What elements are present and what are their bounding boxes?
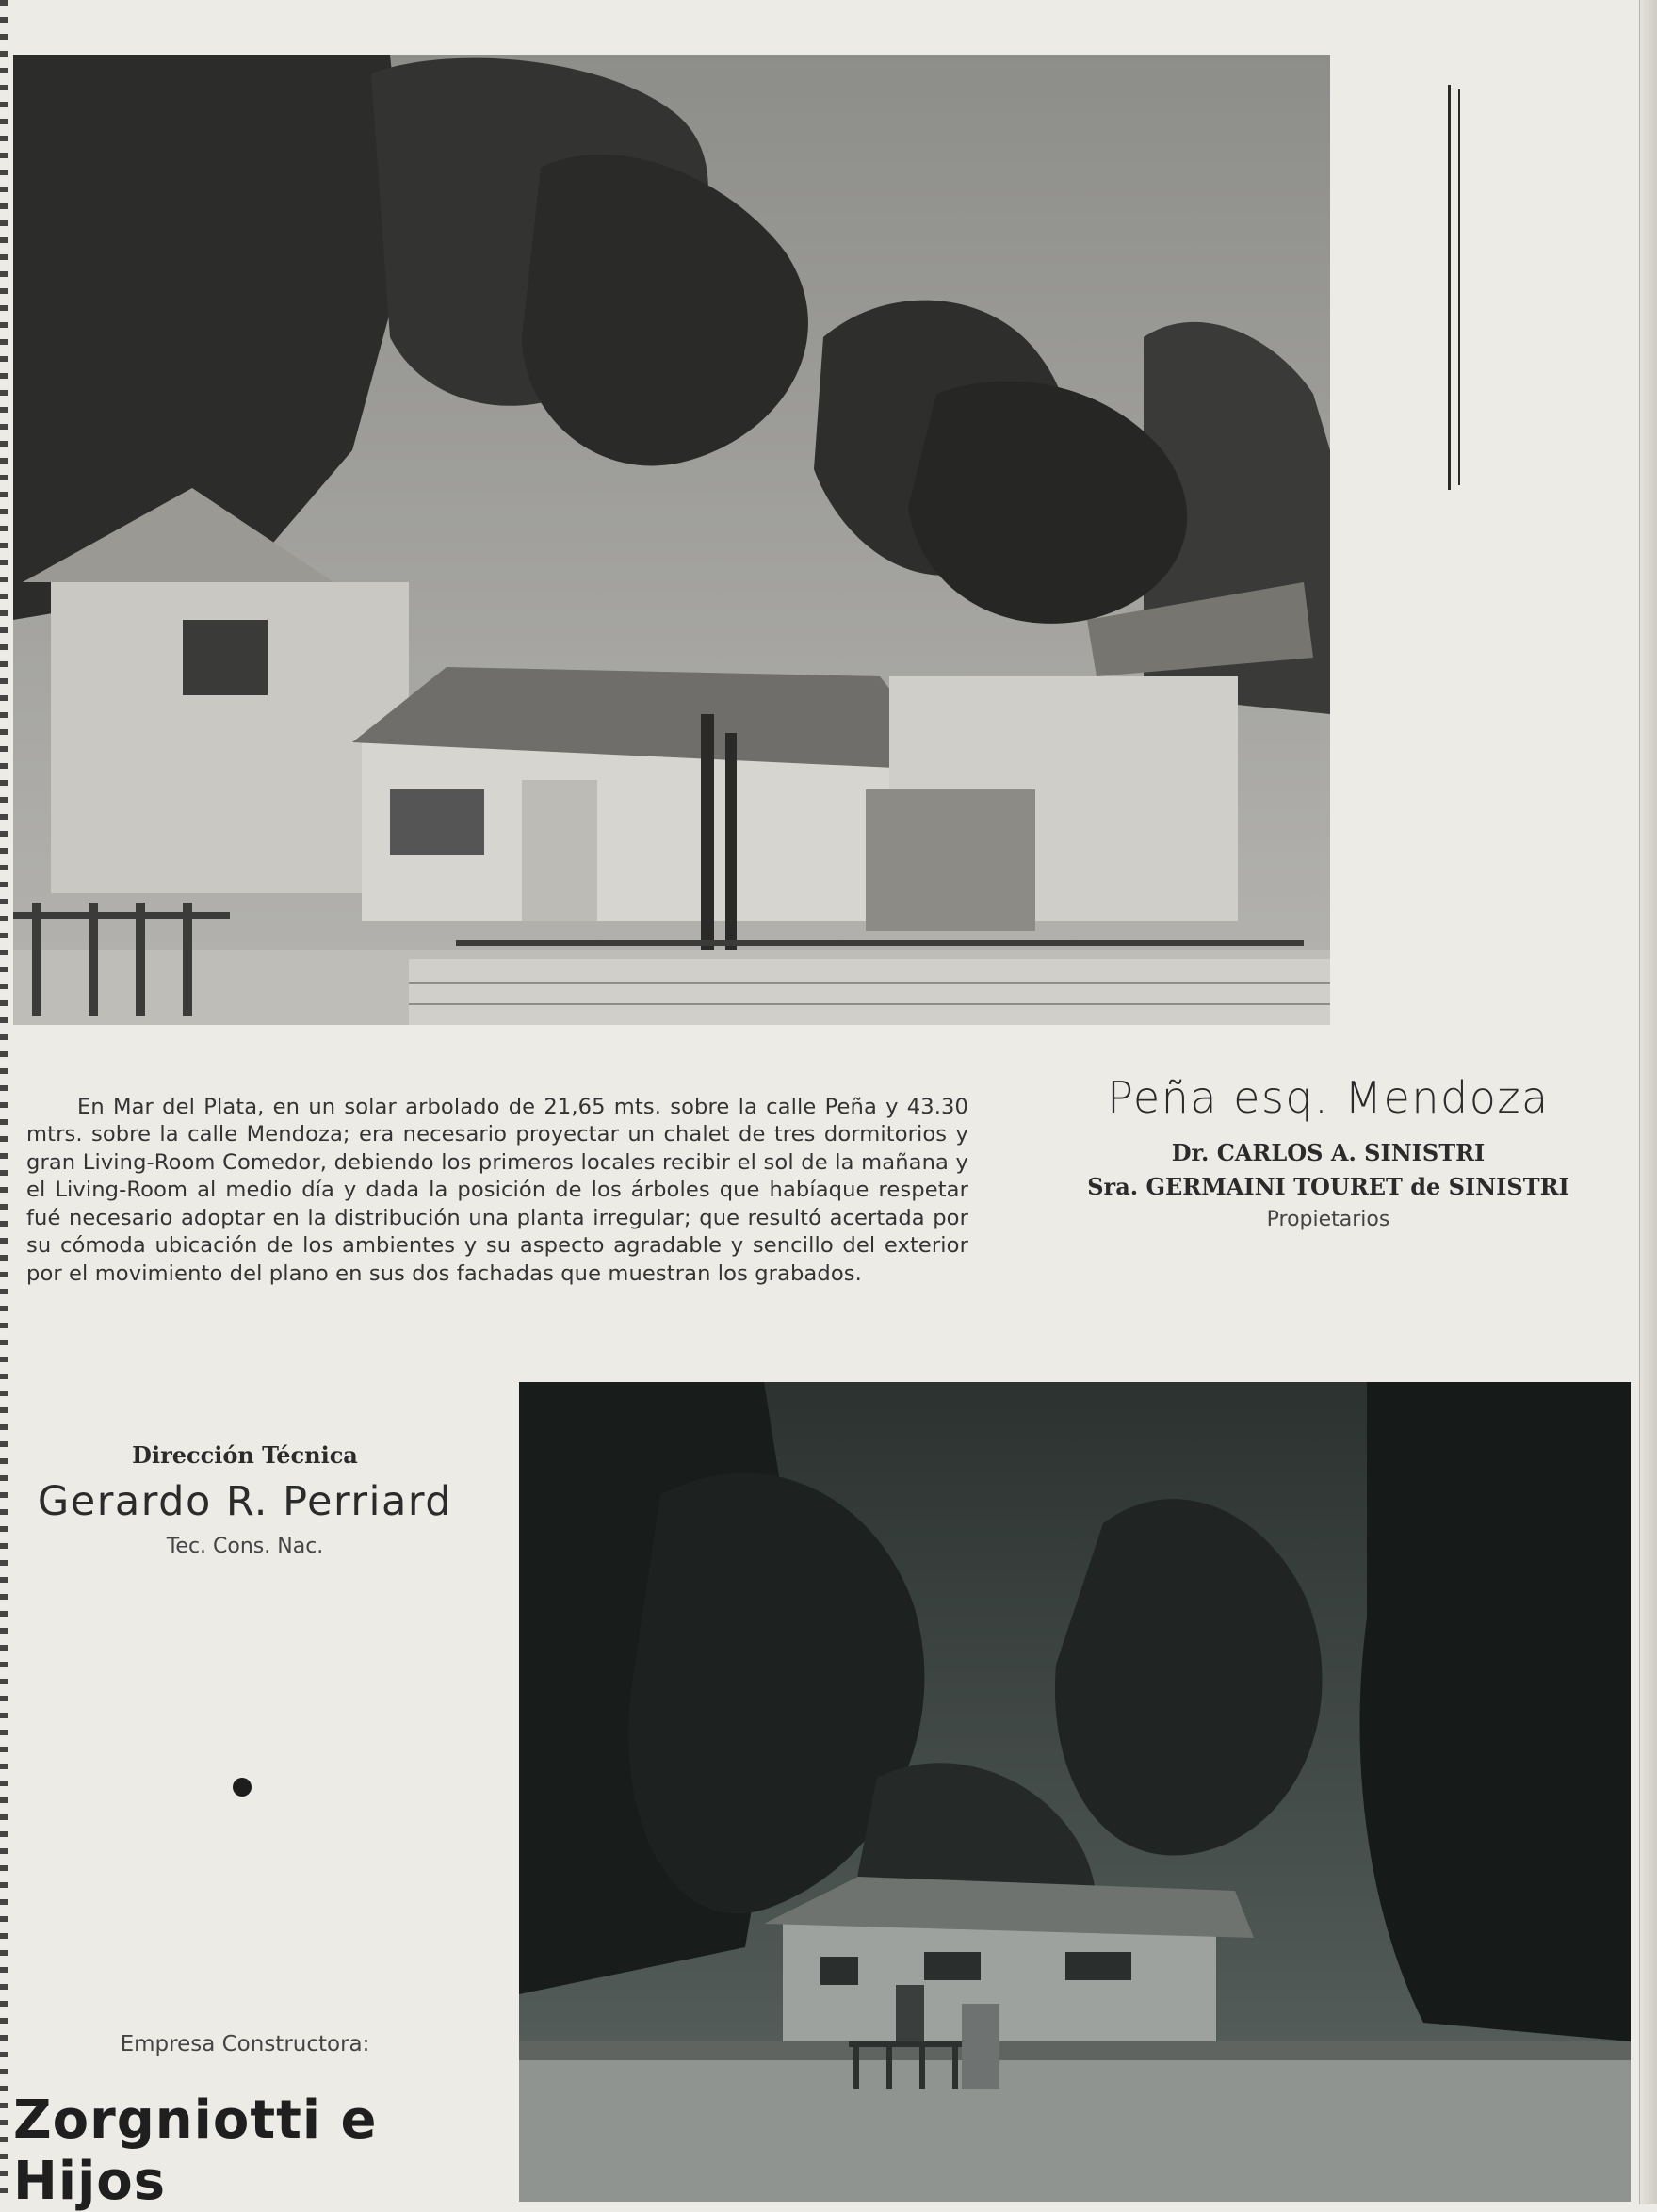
project-description: En Mar del Plata, en un solar arbolado de 21,65 mts. sobre la calle Peña y 43.30 mtrs. sobre la calle Mendoza; era necesario proyectar un chalet de tres dormitorios y gran Living-Room Comedor, debiendo los primeros locales recibir el sol de la mañana y el Living-Room al medio día y dada la posición de los árboles que habíaque respetar fué necesario adoptar en la distribución una planta irregular; que resultó acertada por su cómoda ubicación de los ambientes y su aspecto agradable y sencillo del exterior por el movimiento del plano en sus dos fachadas que muestran los grabados. — [26, 1094, 968, 1286]
decorative-vertical-line — [1448, 85, 1451, 490]
owners-label: Propietarios — [1266, 1208, 1390, 1231]
page-edge — [1639, 0, 1657, 2204]
binding-holes — [0, 0, 8, 2204]
owner-name: Dr. CARLOS A. SINISTRI — [1171, 1139, 1486, 1166]
bullet-dot — [233, 1778, 252, 1797]
technical-direction — [19, 1441, 471, 1558]
direction-label: Dirección Técnica — [132, 1441, 358, 1469]
house-photo-top-image — [13, 55, 1330, 1025]
owner-name: Sra. GERMAINI TOURET de SINISTRI — [1087, 1173, 1569, 1200]
builder-name: Zorgniotti e Hijos — [13, 2090, 378, 2212]
house-photo-bottom-image — [519, 1382, 1631, 2202]
house-photo-bottom — [519, 1382, 1631, 2202]
page-title: Peña esq. Mendoza — [1107, 1072, 1550, 1123]
direction-title: Tec. Cons. Nac. — [166, 1535, 324, 1558]
decorative-vertical-line — [1458, 89, 1460, 485]
direction-name: Gerardo R. Perriard — [37, 1478, 453, 1525]
heading-block — [1055, 1072, 1601, 1231]
house-photo-top — [13, 55, 1330, 1025]
builder-label: Empresa Constructora: — [120, 2032, 370, 2057]
